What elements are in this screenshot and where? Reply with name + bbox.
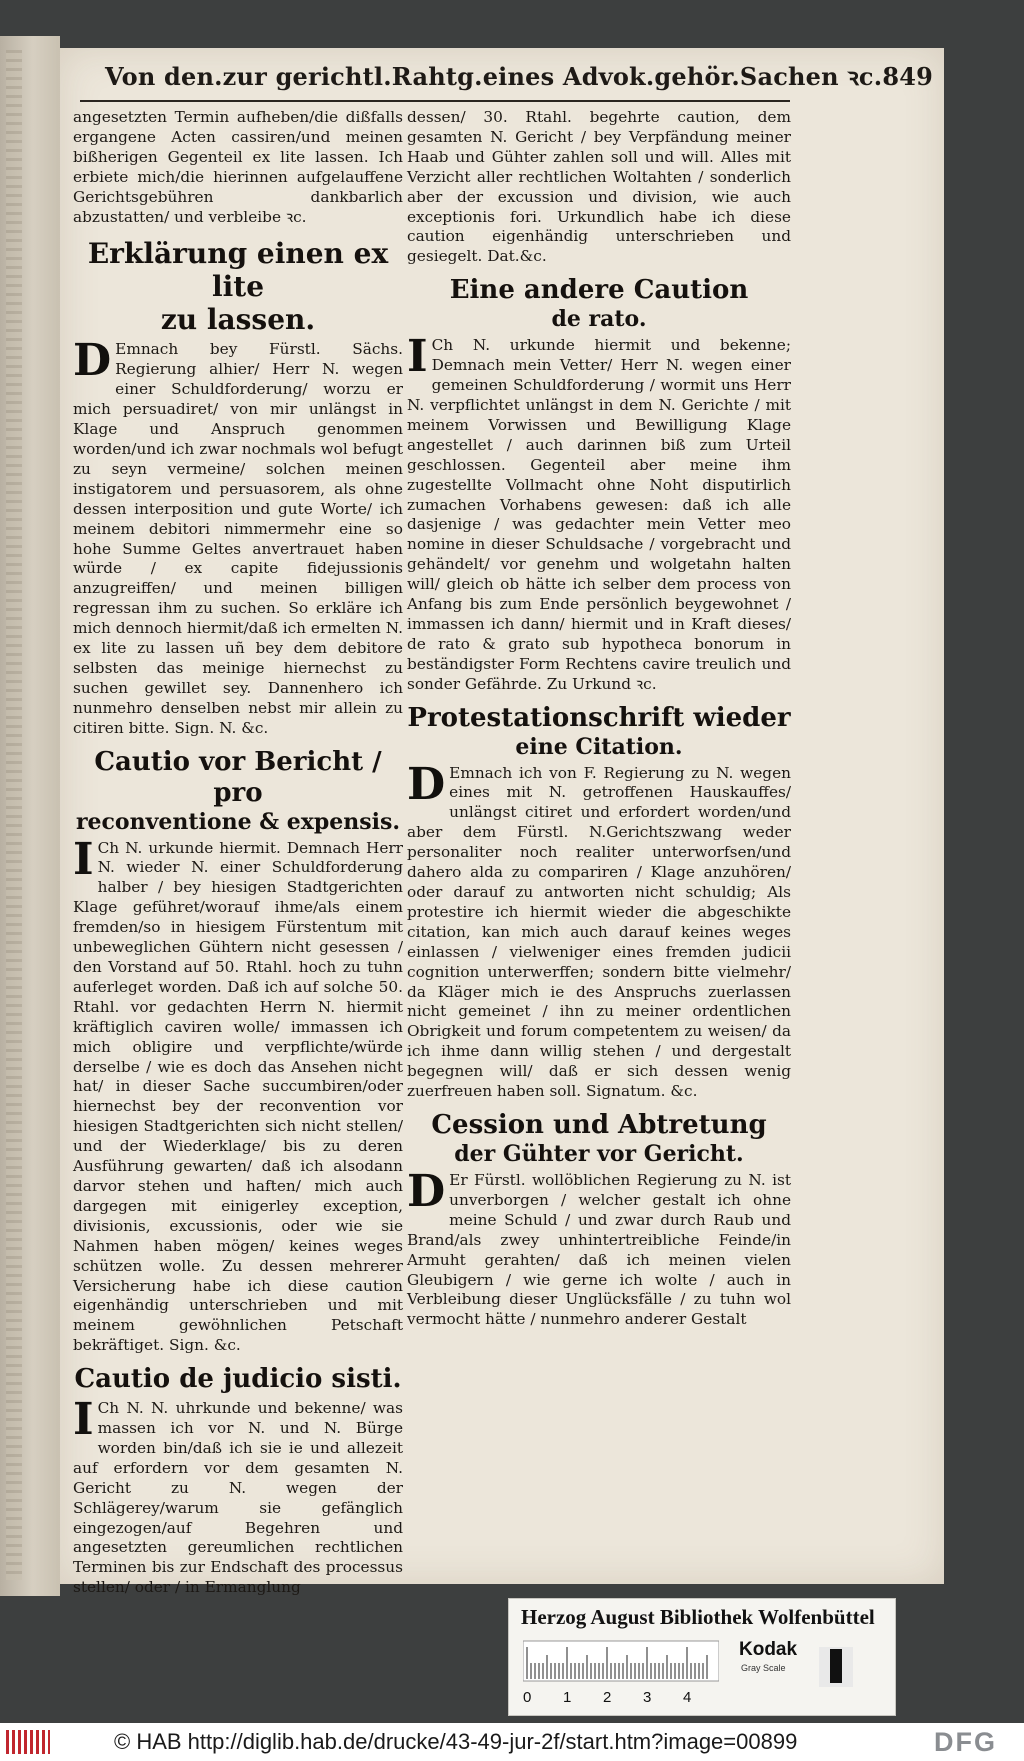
section-body: [407, 1165, 791, 1330]
section-heading: [407, 1110, 791, 1167]
dropcap: I: [407, 331, 428, 383]
section-heading-line1: Protestationschrift wieder: [407, 702, 791, 733]
black-swatch: [830, 1649, 842, 1683]
library-name: Herzog August Bibliothek Wolfenbüttel: [521, 1605, 875, 1629]
scale-numbers: [523, 1689, 723, 1709]
section-heading: [73, 237, 403, 336]
scale-number: 4: [683, 1689, 692, 1706]
header-rule: [80, 100, 790, 102]
page-number: 849: [882, 61, 934, 91]
section-heading: [407, 703, 791, 760]
section-body-text: Emnach bey Fürstl. Sächs. Regierung alhier/ Herr N. wegen einer Schuldforderung/ worzu er mich persuadiret/ von mir unlängst in Klage und Anspruch genommen worden/und ich zwar nochmals wol befugt zu seyn vermeine/ solchen meinen instigatorem und persuasorem, als ohne dessen interposition und gute Worte/ ich meinem debitori nimmermehr eine so hohe Summe Geltes anvertrauet haben würde / ex capite fidejussionis anzugreiffen/ und meinen billigen regressan ihm zu suchen. So erkläre ich mich dennoch hiermit/daß ich ermelten N. ex lite zu lassen uñ bey dem debitore selbsten das meinige hiernechst zu suchen gewillet sey. Dannenhero ich nunmehro denselben nebst mir allein zu citiren bitte. Sign. N. &c.: [73, 340, 403, 737]
running-head-title: Von den.zur gerichtl.Rahtg.eines Advok.gehör.Sachen ꝛc.: [105, 61, 883, 91]
scale-number: 3: [643, 1689, 652, 1706]
copyright-url-link[interactable]: © HAB http://diglib.hab.de/drucke/43-49-jur-2f/start.htm?image=00899: [114, 1729, 798, 1754]
footer-bar: [0, 1723, 1024, 1761]
section-heading-line2: der Gühter vor Gericht.: [454, 1140, 744, 1167]
section-body: [407, 758, 791, 1102]
section-heading-line2: de rato.: [551, 306, 647, 333]
section-heading-line1: Cautio de judicio sisti.: [74, 1364, 402, 1395]
dropcap: I: [73, 833, 94, 885]
section-heading: [73, 747, 403, 835]
scale-number: 1: [563, 1689, 572, 1706]
hab-barcode-logo-icon: [6, 1730, 50, 1754]
section-body: [73, 833, 403, 1357]
section-heading-line1: Eine andere Caution: [449, 275, 749, 306]
dropcap: D: [73, 335, 112, 387]
section-heading: [73, 1364, 403, 1395]
previous-page-edge: [0, 36, 60, 1596]
section-body-text: Ch N. urkunde hiermit und bekenne; Demnach mein Vetter/ Herr N. wegen einer gemeinen Schuldforderung / wormit uns Herr N. verpflichtet unlängst in dem N. Gerichte / mit meinem Vorwissen und Bewilligung Klage angestellet / auch darinnen biß zum Urteil geschlossen. Gegenteil aber meine ihm zugestellte Vollmacht ohne Noht disputirlich zumachen Vorhabens gewesen: daß ich alle dasjenige / was gedachter mein Vetter meo nomine in dieser Schuldsache / vorgebracht und gehändelt/ vor genehm und wolgetahn halten will/ gleich ob hätte ich selber dem process von Anfang bis zum Ende persönlich beygewohnet / immassen ich dann/ hiermit und in Kraft dieses/ de rato & grato sub hypotheca bonorum in beständigster Form Rechtens cavire treulich und sonder Gefährde. Zu Urkund ꝛc.: [407, 336, 791, 693]
section-body: [73, 335, 403, 738]
section-heading-line1: Erklärung einen ex lite: [87, 237, 389, 304]
section-heading-line1: Cession und Abtretung: [431, 1109, 767, 1140]
section-body-text: Ch N. urkunde hiermit. Demnach Herr N. wieder N. einer Schuldforderung halber / bey hiesigen Stadtgerichten Klage geführet/worauf ihme/als einem fremden/so in hiesigem Fürstentum mit unbeweglichen Gühtern nicht gesessen / den Vorstand auf 50. Rtahl. hoch zu tuhn auferleget worden. Daß ich auf solche 50. Rtahl. vor gedachten Herrn N. hiermit kräftiglich caviren wolle/ immassen ich mich obligire und verpflichte/würde derselbe / wie es doch das Ansehen nicht hat/ in dieser Sache succumbiren/oder hiernechst bey der reconvention vor hiesigen Stadtgerichten sich nicht stellen/ und der Wiederklage/ bis zu deren Ausführung gewarten/ daß ich alsodann darvor stehen und haften/ mich auch dargegen mit einigerley exception, divisionis, excussionis, oder wie sie Nahmen haben mögen/ keines weges schützen wolle. Zu dessen mehrerer Versicherung habe ich diese caution eigenhändig unterschrieben und mit meinem gewöhnlichen Petschaft bekräftiget. Sign. &c.: [73, 838, 403, 1355]
page-spine: [6, 50, 22, 1580]
library-color-scale-label: [508, 1598, 896, 1716]
gray-scale-label: Gray Scale: [741, 1663, 786, 1673]
gray-scale-swatch: [819, 1647, 853, 1687]
left-intro-text: angesetzten Termin aufheben/die dißfalls ergangene Acten cassiren/und meinen bißherigen Gegenteil ex lite lassen. Ich erbiete mich/die hierinnen aufgelauffene Gerichtsgebühren dankbarlich abzustatten/ und verbleibe ꝛc.: [73, 108, 403, 226]
section-heading-line2: eine Citation.: [515, 733, 683, 760]
dropcap: D: [407, 1165, 446, 1217]
dropcap: I: [73, 1394, 94, 1446]
section-body: [407, 331, 791, 694]
ruler-scale-icon: [523, 1639, 719, 1683]
section-body-text: Ch N. N. uhrkunde und bekenne/ was massen ich vor N. und N. Bürge worden bin/daß ich sie ie und allezeit auf erfordern vor dem gesamten N. Gericht zu N. wegen der Schlägerey/warum sie gefänglich eingezogen/auf Begehren und angesetzten gereumlichen rechtlichen Terminen bis zur Endschaft des processus stellen/ oder / in Ermanglung: [73, 1399, 403, 1597]
dfg-logo: DFG: [934, 1727, 997, 1757]
dropcap: D: [407, 758, 446, 810]
section-body-text: Emnach ich von F. Regierung zu N. wegen eines mit N. getroffenen Hauskauffes/ unlängst citiret und erfordert worden/und aber dem Fürstl. N.Gerichtszwang weder personaliter noch realiter unterworfsen/und dahero alda zu compariren / Klage anzuhören/ oder darauf zu antworten nicht schuldig; Als protestire ich hiermit wieder die abgeschikte citation, kan mich auch darauf keines weges einlassen / vielweniger eines fremden judicii cognition unterwerffen; sondern bitte vielmehr/ da Kläger mich ie des Anspruchs zuerlassen nicht gemeinet / ihn zu meiner ordentlichen Obrigkeit und forum competentem zu weisen/ da ich ihme dann willig stehen / und dergestalt begegnen will/ daß er sich dessen wenig zuerfreuen haben soll. Signatum. &c.: [407, 763, 791, 1101]
section-body-text: Er Fürstl. wollöblichen Regierung zu N. ist unverborgen / welcher gestalt ich ohne meine Schuld / und zwar durch Raub und Brand/als zwey unhintertreibliche Feinde/in Armuht gerahten/ daß ich meinen vielen Gleubigern / wie gerne ich wolte / auch in Verbleibung dieser Unglücksfälle / zu tuhn wol vermocht hätte / nunmehro anderer Gestalt: [407, 1170, 791, 1329]
section-heading-line2: reconventione & expensis.: [75, 808, 401, 835]
kodak-brand: Kodak: [739, 1639, 798, 1660]
section-heading-line1: Cautio vor Bericht / pro: [94, 746, 382, 808]
right-intro-text: dessen/ 30. Rtahl. begehrte caution, dem gesamten N. Gericht / bey Verpfändung meiner Haab und Gühter zahlen soll und will. Alles mit Verzicht aller rechtlichen Woltahten / sonderlich aber der excussion und division, wie auch exceptionis fori. Urkundlich habe ich diese caution eigenhändig unterschrieben und gesiegelt. Dat.&c.: [407, 108, 791, 266]
section-heading: [407, 275, 791, 332]
section-heading-line2: zu lassen.: [160, 303, 316, 337]
scale-number: 0: [523, 1689, 532, 1706]
right-column: [407, 108, 791, 1330]
left-column: [73, 108, 403, 1598]
running-head: [105, 58, 934, 94]
section-body: [73, 1394, 403, 1598]
scale-number: 2: [603, 1689, 612, 1706]
